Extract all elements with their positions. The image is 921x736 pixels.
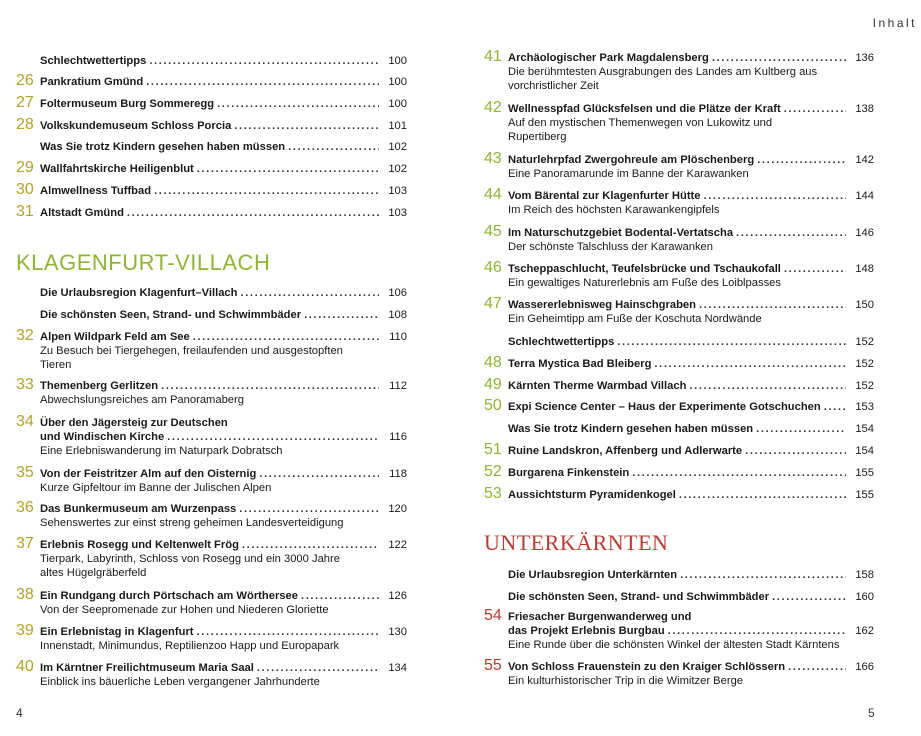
toc-entry — [16, 54, 407, 68]
entry-body — [508, 51, 874, 93]
entry-number: 45 — [484, 223, 502, 240]
entry-page: 152 — [855, 336, 874, 348]
entry-page: 120 — [388, 503, 407, 515]
entry-body — [40, 162, 407, 176]
entry-page: 154 — [855, 423, 874, 435]
entry-title: Ein Rundgang durch Pörtschach am Wörthersee — [40, 590, 298, 602]
leader-dots — [217, 97, 379, 111]
entry-body — [508, 357, 874, 371]
leader-dots — [704, 189, 847, 203]
entry-title-line — [40, 75, 407, 89]
entry-number: 49 — [484, 376, 502, 393]
leader-dots — [745, 444, 846, 458]
entry-title: Die Urlaubsregion Unterkärnten — [508, 569, 678, 581]
running-header: Inhalt — [872, 16, 917, 30]
entry-number: 53 — [484, 485, 502, 502]
entry-body — [508, 379, 874, 393]
entry-title-line — [508, 379, 874, 393]
entry-page: 136 — [855, 52, 874, 64]
entry-body — [508, 610, 874, 652]
entry-page: 112 — [389, 380, 407, 392]
entry-number: 39 — [16, 622, 34, 639]
entry-page: 130 — [388, 626, 407, 638]
entry-number: 31 — [16, 203, 34, 220]
entry-number: 40 — [16, 658, 34, 675]
entry-page: 158 — [855, 569, 874, 581]
entry-title-line — [508, 335, 874, 349]
entry-title: Kärnten Therme Warmbad Villach — [508, 380, 687, 392]
entry-page: 155 — [855, 467, 874, 479]
entry-page: 102 — [388, 141, 407, 153]
toc-entry — [16, 586, 407, 617]
entry-body — [40, 206, 407, 220]
entry-title: Altstadt Gmünd — [40, 207, 124, 219]
entry-subtitle: Eine Panoramarunde im Banne der Karawanken — [508, 168, 749, 180]
entry-body — [508, 298, 874, 326]
entry-title: Das Bunkermuseum am Wurzenpass — [40, 503, 237, 515]
entry-page: 142 — [855, 154, 874, 166]
region-heading-unterkaernten: UNTERKÄRNTEN — [484, 530, 669, 555]
entry-subtitle: Die berühmtesten Ausgrabungen des Landes am Kultberg aus — [508, 66, 818, 78]
toc-entry — [16, 535, 407, 580]
entry-title-line — [40, 502, 407, 516]
leader-dots — [712, 51, 846, 65]
entry-number: 44 — [484, 186, 502, 203]
entry-title: Themenberg Gerlitzen — [40, 380, 159, 392]
entry-body — [508, 568, 874, 582]
leader-dots — [149, 54, 379, 68]
leader-dots — [680, 568, 846, 582]
entry-number: 41 — [484, 48, 502, 65]
entry-body — [508, 189, 874, 217]
entry-number — [484, 420, 508, 436]
leader-dots — [161, 379, 379, 393]
toc-entry — [16, 464, 407, 495]
toc-entry — [484, 259, 874, 290]
entry-title: Expi Science Center – Haus der Experimente Gotschuchen — [508, 401, 821, 413]
entry-title-line — [40, 538, 407, 552]
leader-dots — [197, 625, 379, 639]
entry-title-line — [508, 466, 874, 480]
entry-title-line — [40, 430, 407, 444]
leader-dots — [824, 400, 846, 414]
entry-title-line — [508, 590, 874, 604]
leader-dots — [756, 422, 846, 436]
toc-entry — [484, 590, 874, 604]
entry-number: 34 — [16, 413, 34, 430]
entry-title: Almwellness Tuffbad — [40, 185, 152, 197]
entry-page: 116 — [389, 431, 407, 443]
entry-number — [484, 333, 508, 349]
entry-page: 106 — [388, 287, 407, 299]
entry-title: Archäologischer Park Magdalensberg — [508, 52, 709, 64]
toc-entry — [484, 376, 874, 393]
toc-entry — [484, 150, 874, 181]
toc-entry — [484, 657, 874, 688]
entry-subtitle: Innenstadt, Minimundus, Reptilienzoo Happ und Europapark — [40, 640, 340, 652]
entry-subtitle: Sehenswertes zur einst streng geheimen Landesverteidigung — [40, 517, 344, 529]
entry-subtitle: Zu Besuch bei Tiergehegen, freilaufenden und ausgestopften — [40, 345, 343, 357]
toc-entry — [484, 485, 874, 502]
entry-subtitle: Eine Runde über die schönsten Winkel der ältesten Stadt Kärntens — [508, 639, 840, 651]
entry-number: 43 — [484, 150, 502, 167]
entry-title-line — [40, 625, 407, 639]
entry-title: Die schönsten Seen, Strand- und Schwimmbäder — [508, 591, 770, 603]
entry-number: 46 — [484, 259, 502, 276]
entry-title: und Windischen Kirche — [40, 431, 165, 443]
toc-entry — [16, 116, 407, 133]
leader-dots — [304, 308, 379, 322]
entry-subtitle: Eine Erlebniswanderung im Naturpark Dobratsch — [40, 445, 283, 457]
entry-subtitle: Ein Geheimtipp am Fuße der Koschuta Nordwände — [508, 313, 762, 325]
entry-page: 152 — [855, 358, 874, 370]
entry-title: Pankratium Gmünd — [40, 76, 144, 88]
toc-entry — [484, 441, 874, 458]
entry-title-line — [40, 162, 407, 176]
entry-body — [40, 54, 407, 68]
toc-entry — [16, 658, 407, 689]
entry-body — [40, 330, 407, 372]
entry-title-line — [508, 400, 874, 414]
entry-body — [508, 590, 874, 604]
entry-number: 29 — [16, 159, 34, 176]
entry-number — [484, 566, 508, 582]
entry-page: 100 — [388, 76, 407, 88]
entry-title: Ein Erlebnistag in Klagenfurt — [40, 626, 194, 638]
leader-dots — [193, 330, 379, 344]
toc-entry — [16, 622, 407, 653]
entry-page: 150 — [855, 299, 874, 311]
entry-body — [508, 226, 874, 254]
toc-entry — [484, 568, 874, 582]
entry-body — [40, 379, 407, 407]
toc-entry — [484, 335, 874, 349]
entry-title-line — [40, 379, 407, 393]
entry-title-line — [40, 206, 407, 220]
leader-dots — [654, 357, 846, 371]
entry-page: 101 — [388, 120, 407, 132]
leader-dots — [668, 624, 846, 638]
toc-entry — [16, 140, 407, 154]
entry-title: Wassererlebnisweg Hainschgraben — [508, 299, 696, 311]
entry-title: Die Urlaubsregion Klagenfurt–Villach — [40, 287, 238, 299]
leader-dots — [127, 206, 379, 220]
entry-title-line — [508, 51, 874, 65]
toc-entry — [16, 376, 407, 407]
entry-title: Von Schloss Frauenstein zu den Kraiger Schlössern — [508, 661, 786, 673]
entry-body — [508, 488, 874, 502]
entry-title: Erlebnis Rosegg und Keltenwelt Frög — [40, 539, 239, 551]
entry-number — [484, 588, 508, 604]
entry-title: Schlechtwettertipps — [508, 336, 615, 348]
entry-number: 32 — [16, 327, 34, 344]
leader-dots — [679, 488, 846, 502]
entry-number: 26 — [16, 72, 34, 89]
leader-dots — [288, 140, 379, 154]
entry-subtitle: Rupertiberg — [508, 131, 567, 143]
entry-number: 36 — [16, 499, 34, 516]
entry-body — [508, 444, 874, 458]
entry-title: Alpen Wildpark Feld am See — [40, 331, 190, 343]
entry-page: 103 — [388, 207, 407, 219]
entry-title-line — [508, 262, 874, 276]
entry-title-line — [40, 97, 407, 111]
entry-body — [40, 661, 407, 689]
entry-title: das Projekt Erlebnis Burgbau — [508, 625, 665, 637]
entry-subtitle: Auf den mystischen Themenwegen von Lukowitz und — [508, 117, 773, 129]
entry-title: Schlechtwettertipps — [40, 55, 147, 67]
entry-body — [508, 400, 874, 414]
leader-dots — [632, 466, 846, 480]
toc-entry — [16, 181, 407, 198]
entry-number: 54 — [484, 607, 502, 624]
entry-title: Von der Feistritzer Alm auf den Oisternig — [40, 468, 257, 480]
entry-number: 37 — [16, 535, 34, 552]
entry-number: 55 — [484, 657, 502, 674]
entry-page: 154 — [855, 445, 874, 457]
entry-number — [16, 284, 40, 300]
leader-dots — [259, 467, 379, 481]
entry-page: 153 — [855, 401, 874, 413]
entry-page: 134 — [388, 662, 407, 674]
toc-entry — [484, 223, 874, 254]
entry-title: Wellnesspfad Glücksfelsen und die Plätze der Kraft — [508, 103, 781, 115]
entry-number — [16, 138, 40, 154]
entry-title-line — [508, 357, 874, 371]
toc-entry — [484, 463, 874, 480]
entry-title: Tscheppaschlucht, Teufelsbrücke und Tschaukofall — [508, 263, 781, 275]
entry-title: Burgarena Finkenstein — [508, 467, 630, 479]
entry-number — [16, 52, 40, 68]
toc-entry — [484, 397, 874, 414]
leader-dots — [301, 589, 379, 603]
entry-title: Die schönsten Seen, Strand- und Schwimmbäder — [40, 309, 302, 321]
entry-title-line — [508, 102, 874, 116]
entry-body — [40, 467, 407, 495]
entry-number: 42 — [484, 99, 502, 116]
entry-subtitle: Einblick ins bäuerliche Leben vergangener Jahrhunderte — [40, 676, 320, 688]
leader-dots — [699, 298, 846, 312]
toc-entry — [16, 413, 407, 458]
entry-title-line — [40, 184, 407, 198]
entry-title-line — [40, 119, 407, 133]
entry-body — [40, 119, 407, 133]
leader-dots — [784, 102, 846, 116]
entry-title-line — [40, 330, 407, 344]
entry-page: 103 — [388, 185, 407, 197]
leader-dots — [197, 162, 379, 176]
entry-number: 30 — [16, 181, 34, 198]
entry-title-line — [508, 298, 874, 312]
entry-subtitle: Im Reich des höchsten Karawankengipfels — [508, 204, 720, 216]
toc-entry — [16, 72, 407, 89]
leader-dots — [234, 119, 379, 133]
entry-page: 144 — [855, 190, 874, 202]
leader-dots — [167, 430, 379, 444]
toc-entry — [484, 295, 874, 326]
entry-page: 160 — [855, 591, 874, 603]
entry-title-line1: Friesacher Burgenwanderweg und — [508, 611, 692, 623]
entry-title-line — [508, 568, 874, 582]
entry-title-line1: Über den Jägersteig zur Deutschen — [40, 417, 228, 429]
entry-title: Volkskundemuseum Schloss Porcia — [40, 120, 232, 132]
toc-entry — [484, 48, 874, 93]
entry-title-line — [40, 467, 407, 481]
entry-page: 122 — [388, 539, 407, 551]
entry-page: 138 — [855, 103, 874, 115]
leader-dots — [239, 502, 379, 516]
entry-page: 148 — [855, 263, 874, 275]
toc-entry — [16, 159, 407, 176]
entry-number: 28 — [16, 116, 34, 133]
entry-title: Im Naturschutzgebiet Bodental-Vertatscha — [508, 227, 734, 239]
entry-subtitle: Von der Seepromenade zur Hohen und Niederen Gloriette — [40, 604, 329, 616]
toc-entry — [484, 186, 874, 217]
entry-title: Terra Mystica Bad Bleiberg — [508, 358, 652, 370]
leader-dots — [241, 286, 380, 300]
entry-page: 152 — [855, 380, 874, 392]
entry-title: Vom Bärental zur Klagenfurter Hütte — [508, 190, 701, 202]
entry-subtitle: Ein kulturhistorischer Trip in die Wimitzer Berge — [508, 675, 744, 687]
entry-number: 48 — [484, 354, 502, 371]
leader-dots — [788, 660, 846, 674]
entry-title-line — [40, 308, 407, 322]
toc-entry — [484, 99, 874, 144]
entry-body — [40, 140, 407, 154]
entry-number — [16, 306, 40, 322]
entry-number: 38 — [16, 586, 34, 603]
entry-page: 100 — [388, 55, 407, 67]
entry-page: 162 — [855, 625, 874, 637]
entry-page: 155 — [855, 489, 874, 501]
entry-page: 118 — [389, 468, 407, 480]
entry-title: Im Kärntner Freilichtmuseum Maria Saal — [40, 662, 254, 674]
entry-subtitle: Ein gewaltiges Naturerlebnis am Fuße des Loiblpasses — [508, 277, 781, 289]
entry-body — [40, 589, 407, 617]
entry-body — [508, 262, 874, 290]
entry-body — [508, 153, 874, 181]
toc-entry — [16, 499, 407, 530]
entry-page: 146 — [855, 227, 874, 239]
entry-page: 100 — [388, 98, 407, 110]
entry-title-line — [40, 286, 407, 300]
entry-page: 102 — [388, 163, 407, 175]
region-heading-klagenfurt-villach: KLAGENFURT-VILLACH — [16, 250, 271, 275]
entry-subtitle: Kurze Gipfeltour im Banne der Julischen Alpen — [40, 482, 272, 494]
leader-dots — [257, 661, 379, 675]
entry-title-line — [508, 422, 874, 436]
leader-dots — [154, 184, 379, 198]
entry-title-line — [508, 226, 874, 240]
toc-entry — [16, 308, 407, 322]
entry-number: 33 — [16, 376, 34, 393]
entry-title: Was Sie trotz Kindern gesehen haben müssen — [40, 141, 286, 153]
entry-body — [40, 625, 407, 653]
leader-dots — [146, 75, 379, 89]
entry-title: Aussichtsturm Pyramidenkogel — [508, 489, 676, 501]
entry-subtitle: Tieren — [40, 359, 72, 371]
entry-page: 108 — [388, 309, 407, 321]
entry-number: 35 — [16, 464, 34, 481]
entry-body — [508, 466, 874, 480]
entry-subtitle: Tierpark, Labyrinth, Schloss von Rosegg und ein 3000 Jahre — [40, 553, 340, 565]
entry-number: 50 — [484, 397, 502, 414]
entry-number: 47 — [484, 295, 502, 312]
page-number-left: 4 — [16, 706, 23, 720]
leader-dots — [784, 262, 846, 276]
entry-body — [508, 335, 874, 349]
entry-body — [40, 308, 407, 322]
entry-number: 51 — [484, 441, 502, 458]
entry-body — [40, 97, 407, 111]
entry-title-line — [40, 140, 407, 154]
entry-subtitle: Abwechslungsreiches am Panoramaberg — [40, 394, 244, 406]
entry-body — [40, 184, 407, 198]
leader-dots — [689, 379, 846, 393]
entry-body — [40, 286, 407, 300]
leader-dots — [772, 590, 846, 604]
toc-entry — [484, 422, 874, 436]
entry-title: Naturlehrpfad Zwergohreule am Plöschenberg — [508, 154, 755, 166]
page-number-right: 5 — [868, 706, 875, 720]
toc-entry — [16, 203, 407, 220]
entry-title-line — [40, 661, 407, 675]
entry-body — [508, 422, 874, 436]
entry-page: 126 — [388, 590, 407, 602]
entry-body — [40, 538, 407, 580]
entry-number: 27 — [16, 94, 34, 111]
toc-entry — [16, 286, 407, 300]
leader-dots — [242, 538, 379, 552]
entry-body — [508, 102, 874, 144]
toc-entry — [16, 327, 407, 372]
leader-dots — [736, 226, 846, 240]
entry-title-line — [508, 189, 874, 203]
toc-entry — [16, 94, 407, 111]
entry-page: 166 — [855, 661, 874, 673]
entry-title-line — [508, 624, 874, 638]
entry-subtitle: altes Hügelgräberfeld — [40, 567, 147, 579]
entry-body — [40, 502, 407, 530]
entry-title-line — [508, 153, 874, 167]
leader-dots — [757, 153, 846, 167]
entry-title-line — [508, 444, 874, 458]
entry-title: Foltermuseum Burg Sommeregg — [40, 98, 215, 110]
entry-subtitle: Der schönste Talschluss der Karawanken — [508, 241, 714, 253]
entry-title-line — [40, 54, 407, 68]
entry-title: Was Sie trotz Kindern gesehen haben müssen — [508, 423, 754, 435]
entry-title-line — [508, 488, 874, 502]
entry-title: Ruine Landskron, Affenberg und Adlerwarte — [508, 445, 743, 457]
entry-title: Wallfahrtskirche Heiligenblut — [40, 163, 194, 175]
toc-entry — [484, 607, 874, 652]
entry-title-line — [508, 660, 874, 674]
entry-number: 52 — [484, 463, 502, 480]
entry-body — [40, 75, 407, 89]
entry-body — [40, 416, 407, 458]
toc-entry — [484, 354, 874, 371]
entry-page: 110 — [389, 331, 407, 343]
entry-body — [508, 660, 874, 688]
leader-dots — [617, 335, 846, 349]
entry-subtitle: vorchristlicher Zeit — [508, 80, 599, 92]
entry-title-line — [40, 589, 407, 603]
